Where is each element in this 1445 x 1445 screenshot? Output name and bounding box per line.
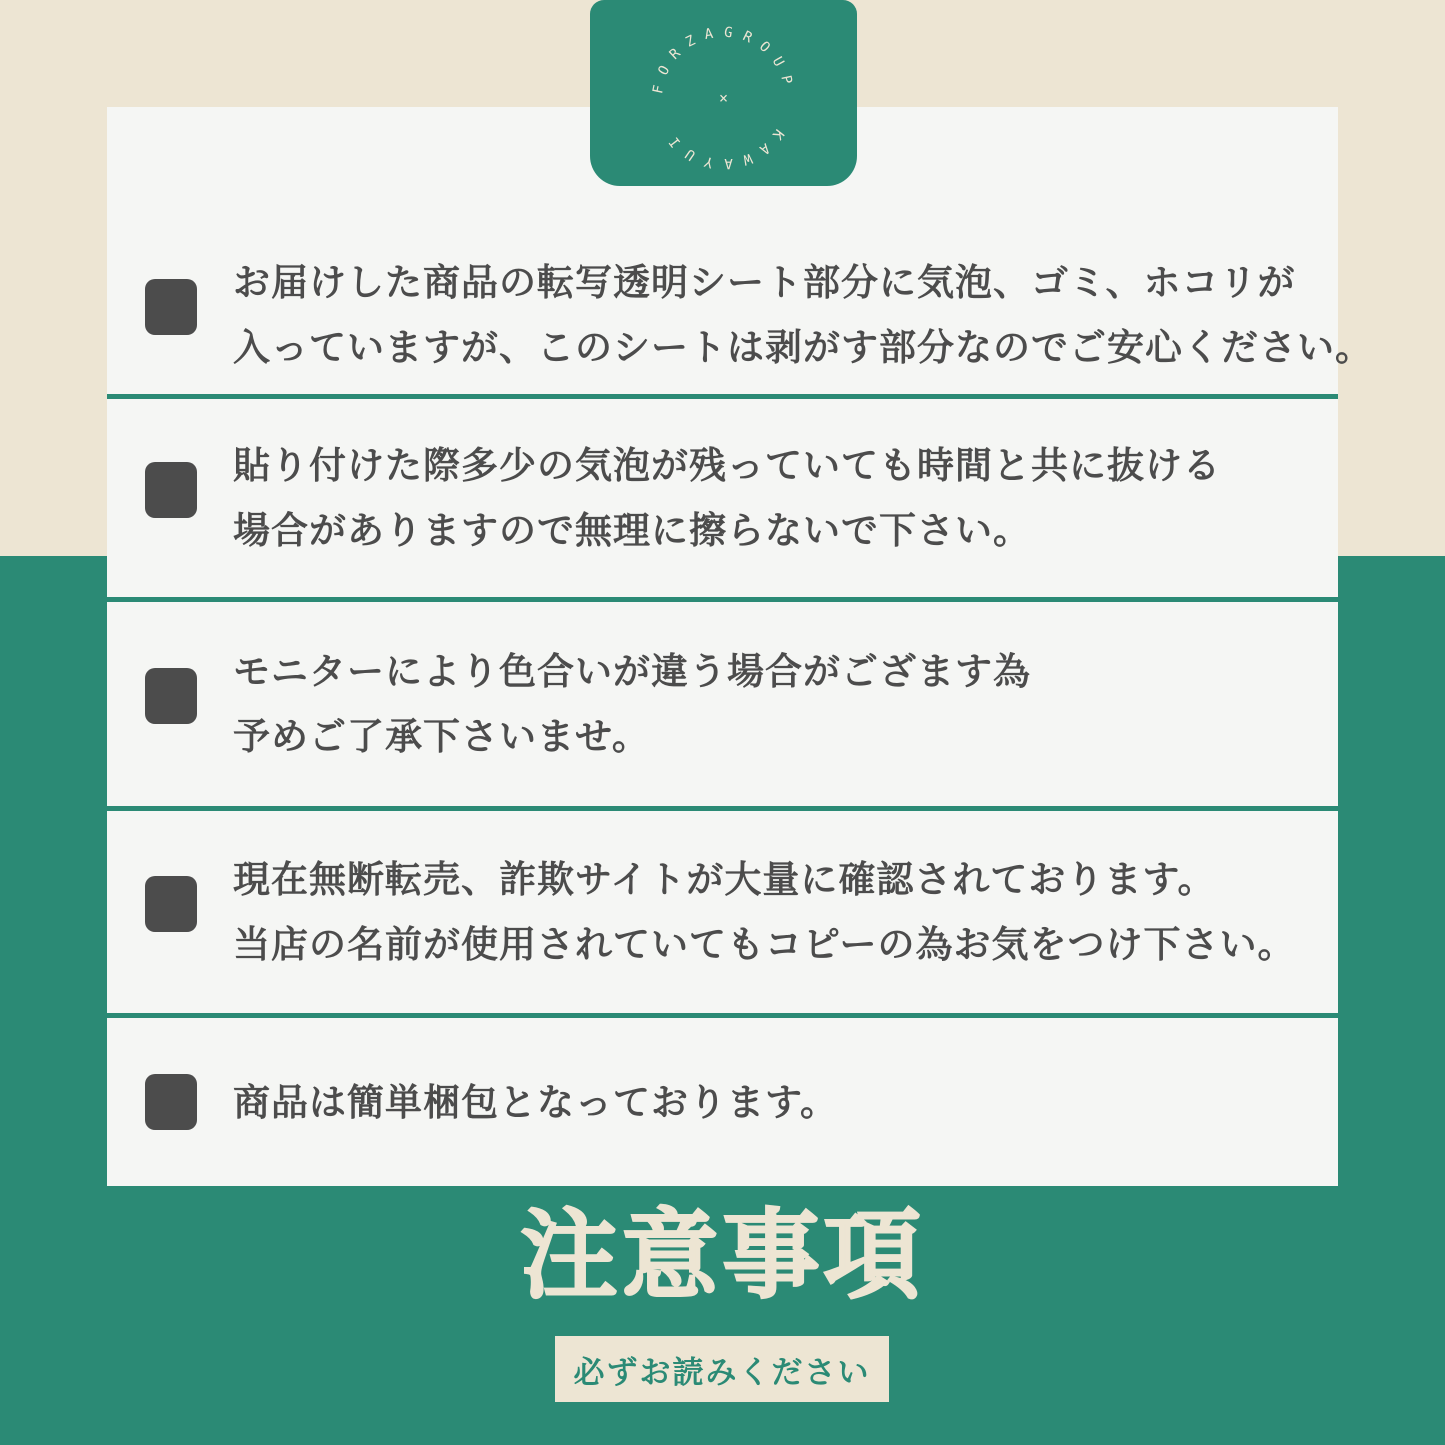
notice-text: [233, 847, 1296, 977]
notice-row: [107, 602, 1338, 806]
checkbox-bullet-icon: [145, 876, 197, 932]
notice-text: [233, 1070, 838, 1135]
notice-line: 場合がありますので無理に擦らないで下さい。: [233, 510, 1031, 551]
svg-text:FORZAGROUP: [650, 24, 797, 95]
notice-line: 現在無断転売、詐欺サイトが大量に確認されております。: [233, 859, 1216, 900]
must-read-button[interactable]: 必ずお読みください: [555, 1336, 889, 1402]
notice-text: [233, 250, 1373, 380]
notice-panel: [107, 107, 1373, 1186]
notice-row: [107, 399, 1338, 597]
notice-line: 商品は簡単梱包となっております。: [233, 1081, 839, 1123]
brand-badge: [590, 0, 857, 186]
brand-logo: [590, 0, 857, 186]
brand-arc-bottom-text: KAWAYUI: [660, 125, 787, 172]
checkbox-bullet-icon: [145, 279, 197, 335]
notice-line: モニターにより色合いが違う場合がござます為: [233, 651, 1031, 692]
notice-row: [107, 1018, 1338, 1186]
notice-line: お届けした商品の転写透明シート部分に気泡、ゴミ、ホコリが: [233, 262, 1296, 303]
notice-text: [233, 433, 1221, 563]
checkbox-bullet-icon: [145, 668, 197, 724]
svg-text:KAWAYUI: [660, 126, 786, 171]
notice-row: [107, 811, 1338, 1013]
brand-x-icon: ×: [718, 89, 729, 107]
checkbox-bullet-icon: [145, 1074, 197, 1130]
notice-line: 貼り付けた際多少の気泡が残っていても時間と共に抜ける: [233, 445, 1221, 486]
checkbox-bullet-icon: [145, 462, 197, 518]
notice-line: 当店の名前が使用されていてもコピーの為お気をつけ下さい。: [233, 924, 1296, 965]
notice-line: 予めご了承下さいませ。: [233, 716, 650, 757]
page-title: 注意事項: [520, 1201, 925, 1310]
notice-line: 入っていますが、このシートは剥がす部分なのでご安心ください。: [233, 327, 1373, 368]
notice-text: [233, 639, 1031, 769]
brand-arc-top-text: FORZAGROUP: [650, 24, 797, 96]
